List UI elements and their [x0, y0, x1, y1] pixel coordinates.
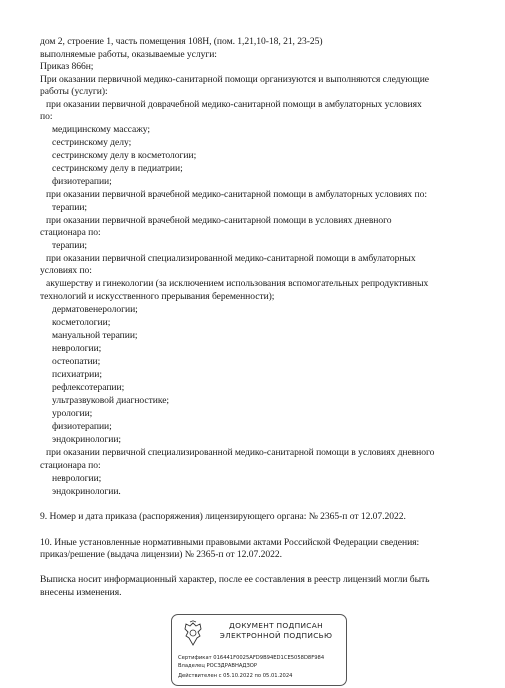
section-9: 9. Номер и дата приказа (распоряжения) лицензирующего органа: № 2365-п от 12.07.2022. [40, 511, 406, 522]
coat-of-arms-icon [181, 620, 205, 648]
stamp-title-line1: ДОКУМЕНТ ПОДПИСАН [229, 621, 323, 630]
list-item: психиатрии; [52, 369, 102, 380]
list-item: мануальной терапии; [52, 330, 138, 341]
text-line: при оказании первичной специализированной медико-санитарной помощи в условиях дневного [46, 447, 435, 458]
list-item: акушерству и гинекологии (за исключением использования вспомогательных репродуктивных [46, 278, 429, 289]
disclaimer-line: внесены изменения. [40, 587, 122, 598]
order-line: Приказ 866н; [40, 61, 94, 72]
list-item: физиотерапии; [52, 176, 112, 187]
list-item: физиотерапии; [52, 421, 112, 432]
text-line: технологий и искусственного прерывания беременности); [40, 291, 275, 302]
text-line: при оказании первичной доврачебной медико-санитарной помощи в амбулаторных условиях [46, 99, 422, 110]
text-line: При оказании первичной медико-санитарной помощи организуются и выполняются следующие [40, 74, 429, 85]
text-line: стационара по: [40, 227, 101, 238]
section-10: 10. Иные установленные нормативными правовыми актами Российской Федерации сведения: [40, 537, 420, 548]
list-item: ультразвуковой диагностике; [52, 395, 170, 406]
list-item: неврологии; [52, 343, 102, 354]
text-line: при оказании первичной врачебной медико-санитарной помощи в условиях дневного [46, 215, 392, 226]
text-line: при оказании первичной специализированной медико-санитарной помощи в амбулаторных [46, 253, 416, 264]
list-item: эндокринологии. [52, 486, 121, 497]
disclaimer-line: Выписка носит информационный характер, после ее составления в реестр лицензий могли быть [40, 574, 430, 585]
list-item: терапии; [52, 202, 88, 213]
text-line: приказ/решение (выдача лицензии) № 2365-п от 12.07.2022. [40, 549, 282, 560]
text-line: стационара по: [40, 460, 101, 471]
services-heading: выполняемые работы, оказываемые услуги: [40, 49, 217, 60]
list-item: сестринскому делу в педиатрии; [52, 163, 183, 174]
list-item: неврологии; [52, 473, 102, 484]
address-line: дом 2, строение 1, часть помещения 108Н, (пом. 1,21,10-18, 21, 23-25) [40, 36, 323, 47]
certificate-number: Сертификат 016441F0025AFD9B94ED1CE5058D8F984 [178, 655, 325, 661]
electronic-signature-stamp [171, 614, 347, 686]
list-item: дерматовенерологии; [52, 304, 138, 315]
list-item: сестринскому делу в косметологии; [52, 150, 197, 161]
text-line: при оказании первичной врачебной медико-санитарной помощи в амбулаторных условиях по: [46, 189, 427, 200]
text-line: условиях по: [40, 265, 92, 276]
text-line: работы (услуги): [40, 86, 108, 97]
stamp-title-line2: ЭЛЕКТРОННОЙ ПОДПИСЬЮ [219, 631, 333, 640]
list-item: медицинскому массажу; [52, 124, 151, 135]
certificate-validity: Действителен с 05.10.2022 по 05.01.2024 [178, 673, 293, 679]
list-item: рефлексотерапии; [52, 382, 125, 393]
list-item: косметологии; [52, 317, 111, 328]
list-item: остеопатии; [52, 356, 101, 367]
list-item: эндокринологии; [52, 434, 122, 445]
list-item: урологии; [52, 408, 93, 419]
list-item: терапии; [52, 240, 88, 251]
text-line: по: [40, 111, 53, 122]
list-item: сестринскому делу; [52, 137, 132, 148]
certificate-owner: Владелец РОСЗДРАВНАДЗОР [178, 663, 258, 669]
